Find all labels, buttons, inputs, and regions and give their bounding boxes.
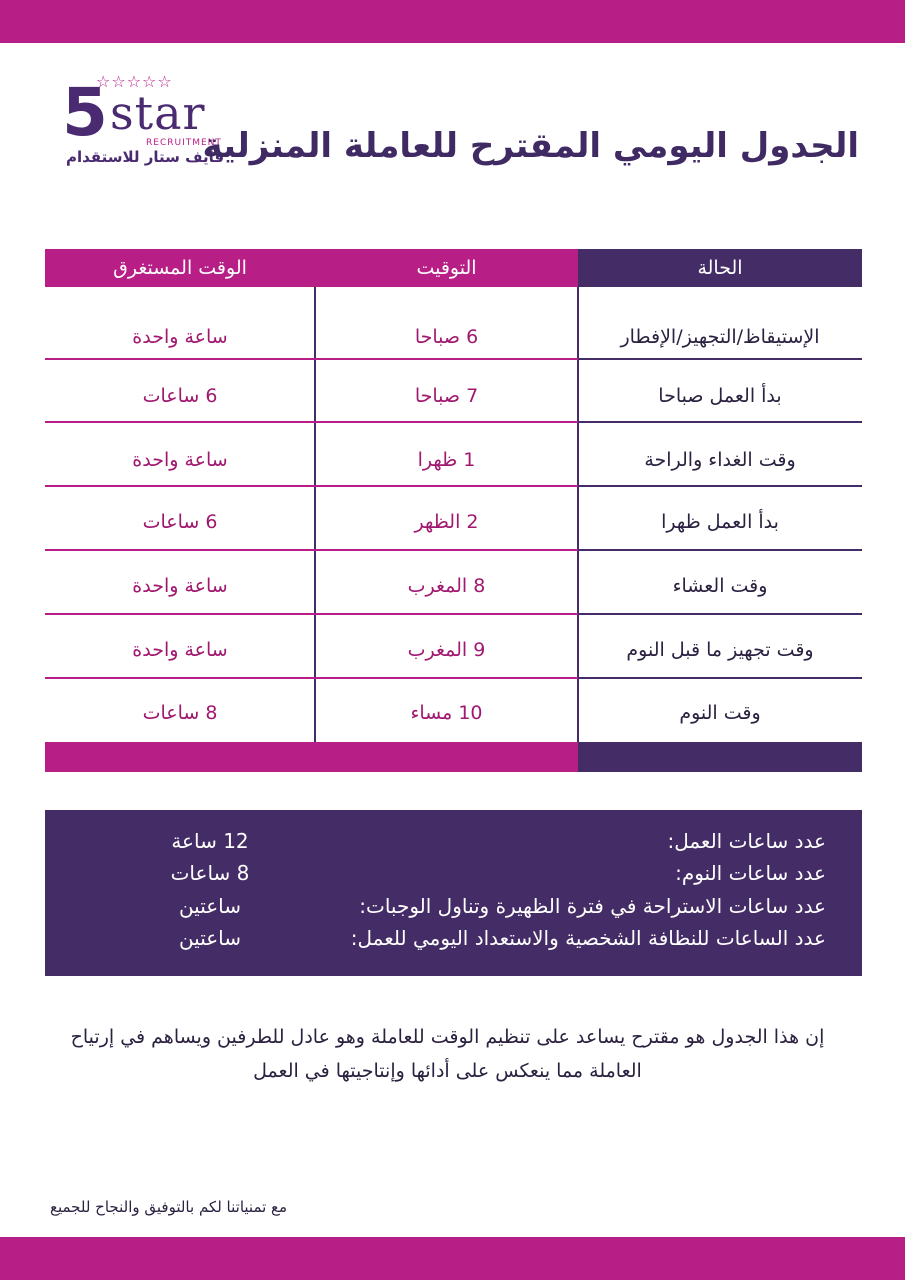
table-row — [45, 423, 862, 487]
top-accent-bar — [0, 0, 905, 43]
table-footer — [45, 742, 862, 772]
cell-status: بدأ العمل ظهرا — [661, 511, 779, 533]
logo-arabic-name: فايف ستار للاستقدام — [66, 148, 225, 166]
table-row — [45, 551, 862, 615]
summary-value: ساعتين — [178, 894, 242, 918]
table-row — [45, 679, 862, 742]
cell-status: وقت الغداء والراحة — [644, 449, 796, 471]
cell-time: 1 ظهرا — [417, 449, 476, 471]
cell-duration: ساعة واحدة — [132, 639, 228, 661]
table-row — [45, 287, 862, 360]
closing-note: مع تمنياتنا لكم بالتوفيق والنجاح للجميع — [50, 1198, 288, 1216]
cell-duration: 6 ساعات — [142, 385, 218, 407]
summary-value: ساعتين — [178, 926, 242, 950]
schedule-table — [45, 249, 862, 724]
cell-status: وقت النوم — [679, 702, 761, 724]
cell-duration: ساعة واحدة — [132, 326, 228, 348]
logo-number: 5 — [62, 74, 108, 151]
table-row — [45, 360, 862, 423]
table-row — [45, 615, 862, 679]
summary-label: عدد الساعات للنظافة الشخصية والاستعداد اليومي للعمل: — [350, 926, 826, 950]
logo-word: star — [110, 86, 206, 140]
table-header — [45, 249, 862, 287]
logo-subtitle: RECRUITMENT — [146, 138, 222, 148]
cell-time: 7 صباحا — [414, 385, 479, 407]
cell-time: 8 المغرب — [407, 575, 486, 597]
cell-time: 10 مساء — [410, 702, 483, 724]
summary-label: عدد ساعات الاستراحة في فترة الظهيرة وتناول الوجبات: — [359, 894, 826, 918]
cell-status: بدأ العمل صباحا — [658, 385, 782, 407]
table-row — [45, 487, 862, 551]
cell-status: الإستيقاظ/التجهيز/الإفطار — [620, 326, 820, 348]
header-time: التوقيت — [315, 249, 578, 287]
cell-time: 9 المغرب — [407, 639, 486, 661]
cell-time: 2 الظهر — [414, 511, 479, 533]
cell-duration: ساعة واحدة — [132, 575, 228, 597]
footer-band-left — [45, 742, 578, 772]
header-duration: الوقت المستغرق — [45, 249, 315, 287]
cell-duration: ساعة واحدة — [132, 449, 228, 471]
summary-label: عدد ساعات العمل: — [667, 829, 826, 853]
table-body — [45, 287, 862, 742]
company-logo — [62, 72, 225, 172]
cell-status: وقت العشاء — [672, 575, 768, 597]
header-status: الحالة — [578, 249, 862, 287]
summary-box — [45, 810, 862, 976]
page-title: الجدول اليومي المقترح للعاملة المنزلية — [202, 126, 859, 166]
summary-value: 12 ساعة — [171, 829, 249, 853]
summary-value: 8 ساعات — [170, 861, 250, 885]
cell-status: وقت تجهيز ما قبل النوم — [626, 639, 814, 661]
logo-stars: ☆☆☆☆☆ — [96, 72, 173, 91]
cell-duration: 8 ساعات — [142, 702, 218, 724]
cell-time: 6 صباحا — [414, 326, 479, 348]
summary-label: عدد ساعات النوم: — [675, 861, 826, 885]
cell-duration: 6 ساعات — [142, 511, 218, 533]
note-paragraph: إن هذا الجدول هو مقترح يساعد على تنظيم الوقت للعاملة وهو عادل للطرفين ويساهم في إرتياح العاملة مما ينعكس على أدائها وإنتاجيتها في العمل — [70, 1026, 825, 1082]
footer-band-right — [578, 742, 862, 772]
bottom-accent-bar — [0, 1237, 905, 1280]
